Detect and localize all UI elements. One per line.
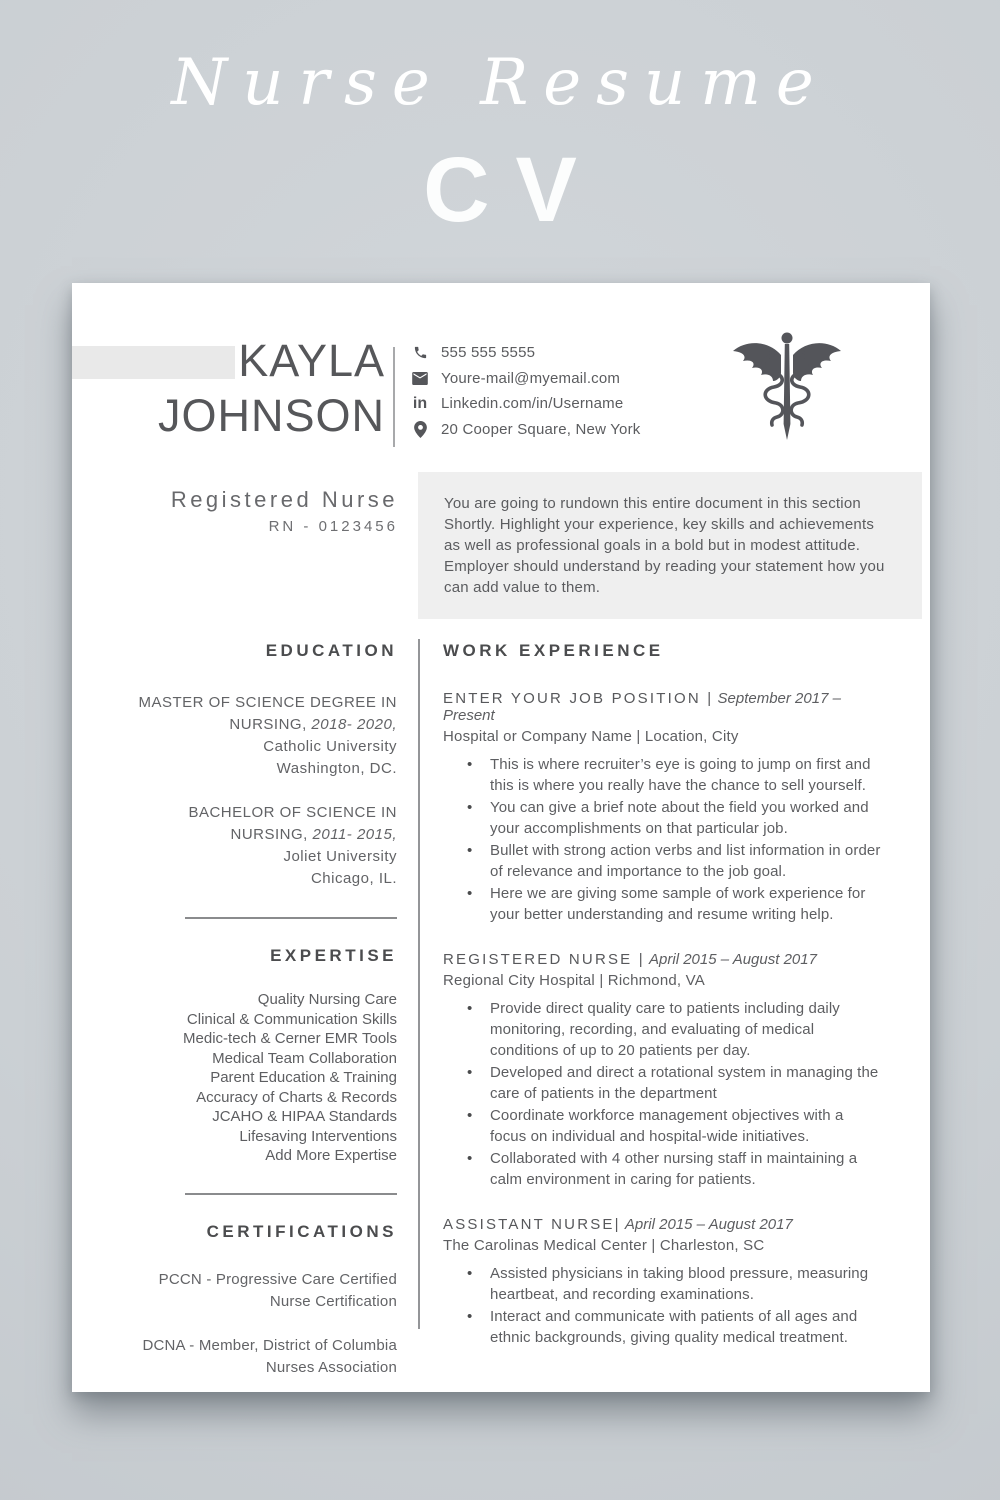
- certification-item: PCCN - Progressive Care Certified Nurse Certification: [158, 1270, 397, 1310]
- resume-columns: [72, 636, 930, 1379]
- section-rule: [185, 917, 397, 919]
- expertise-item: Lifesaving Interventions: [239, 1127, 397, 1145]
- email-icon: [410, 372, 430, 385]
- banner: [0, 0, 1000, 243]
- job-title-line: [443, 951, 884, 968]
- phone-number: 555 555 5555: [441, 344, 536, 362]
- email-address: Youre-mail@myemail.com: [441, 369, 621, 387]
- linkedin-url: Linkedin.com/in/Username: [441, 395, 624, 413]
- section-rule: [185, 1193, 397, 1195]
- right-column: [418, 636, 930, 1379]
- contact-row-linkedin: [410, 391, 710, 417]
- job-bullet: • Here we are giving some sample of work experience for your better understanding and resume writing help.: [443, 883, 884, 925]
- job-bullet: • You can give a brief note about the field you worked and your accomplishments on that particular job.: [443, 797, 884, 839]
- caduceus-icon: [727, 328, 847, 448]
- degree-line: BACHELOR OF SCIENCE IN: [188, 804, 397, 821]
- job-bullet: • This is where recruiter’s eye is going to jump on first and this is where you really have the chance to sell yourself.: [443, 754, 884, 796]
- professional-title-block: [72, 487, 398, 535]
- job-title-line: [443, 690, 884, 724]
- degree-dates-line: NURSING, 2011- 2015,: [230, 826, 397, 843]
- education-entry: [92, 802, 397, 890]
- contact-row-email: [410, 366, 710, 392]
- job-dates: April 2015 – August 2017: [649, 951, 817, 968]
- job-bullet: • Bullet with strong action verbs and list information in order of relevance and importance to the job goal.: [443, 840, 884, 882]
- school-name: Joliet University: [283, 848, 397, 865]
- summary-box: [418, 472, 922, 619]
- work-experience-heading: WORK EXPERIENCE: [443, 641, 664, 660]
- job-bullet-list: [443, 1263, 884, 1348]
- job-bullet: • Provide direct quality care to patients including daily monitoring, recording, and evaluating of medical conditions of up to 20 patients per day.: [443, 998, 884, 1061]
- contact-row-address: [410, 417, 710, 443]
- job-bullet: • Interact and communicate with patients of all ages and ethnic backgrounds, giving quality medical treatment.: [443, 1306, 884, 1348]
- expertise-item: Medic-tech & Cerner EMR Tools: [183, 1030, 397, 1047]
- job-position: ASSISTANT NURSE|: [443, 1216, 621, 1233]
- location-icon: [410, 421, 430, 438]
- job-dates: September 2017 – Present: [443, 690, 841, 724]
- expertise-item: JCAHO & HIPAA Standards: [212, 1108, 397, 1125]
- license-number: RN - 0123456: [268, 518, 398, 535]
- expertise-item: Parent Education & Training: [210, 1069, 397, 1086]
- name-contact-divider: [393, 347, 395, 447]
- last-name: JOHNSON: [157, 390, 385, 441]
- certification-item: DCNA - Member, District of Columbia Nurses Association: [142, 1336, 397, 1376]
- expertise-item: Add More Expertise: [265, 1147, 397, 1164]
- street-address: 20 Cooper Square, New York: [441, 420, 641, 438]
- job-entry: [443, 951, 884, 1190]
- expertise-list: [92, 990, 397, 1166]
- job-position: REGISTERED NURSE |: [443, 951, 645, 968]
- job-company: The Carolinas Medical Center | Charleston, SC: [443, 1237, 765, 1254]
- job-bullet: • Coordinate workforce management objectives with a focus on individual and hospital-wide initiatives.: [443, 1105, 884, 1147]
- education-dates: 2018- 2020,: [311, 716, 397, 733]
- school-name: Catholic University: [263, 738, 397, 755]
- first-name: KAYLA: [238, 335, 385, 386]
- banner-title: Nurse Resume: [171, 46, 829, 120]
- job-company: Hospital or Company Name | Location, City: [443, 728, 739, 745]
- degree-line: MASTER OF SCIENCE DEGREE IN: [138, 694, 397, 711]
- expertise-item: Quality Nursing Care: [257, 991, 397, 1008]
- job-title-line: [443, 1216, 884, 1233]
- education-heading: EDUCATION: [265, 641, 397, 660]
- education-entry: [92, 692, 397, 780]
- expertise-item: Accuracy of Charts & Records: [196, 1088, 397, 1106]
- school-location: Chicago, IL.: [310, 870, 397, 887]
- certifications-heading: CERTIFICATIONS: [206, 1221, 397, 1241]
- expertise-heading: EXPERTISE: [270, 946, 397, 965]
- job-entry: [443, 690, 884, 925]
- resume-page: [72, 283, 930, 1392]
- contact-row-phone: [410, 340, 710, 366]
- phone-icon: [410, 345, 430, 360]
- job-dates: April 2015 – August 2017: [624, 1216, 793, 1233]
- job-bullet: • Assisted physicians in taking blood pressure, measuring heartbeat, and recording examinations.: [443, 1263, 884, 1305]
- linkedin-icon: in: [412, 394, 428, 412]
- name-block: [72, 333, 385, 443]
- expertise-item: Clinical & Communication Skills: [186, 1010, 397, 1028]
- job-position: ENTER YOUR JOB POSITION |: [443, 690, 714, 707]
- expertise-item: Medical Team Collaboration: [212, 1049, 397, 1067]
- job-bullet: • Developed and direct a rotational system in managing the care of patients in the department: [443, 1062, 884, 1104]
- contact-block: [410, 340, 710, 442]
- summary-text: You are going to rundown this entire document in this section Shortly. Highlight your experience, key skills and achievements as well as professional goals in a bold but in modest attitude. Employer should understand by reading your statement how you can add value to them.: [444, 495, 885, 596]
- job-bullet-list: [443, 998, 884, 1190]
- left-column: [72, 636, 418, 1379]
- job-bullet: • Collaborated with 4 other nursing staff in maintaining a calm environment in caring for patients.: [443, 1148, 884, 1190]
- education-dates: 2011- 2015,: [312, 826, 397, 843]
- job-company: Regional City Hospital | Richmond, VA: [443, 972, 705, 989]
- school-location: Washington, DC.: [276, 760, 397, 777]
- professional-title: Registered Nurse: [170, 487, 398, 512]
- banner-subtitle: CV: [423, 139, 603, 241]
- degree-dates-line: NURSING, 2018- 2020,: [229, 716, 397, 733]
- job-bullet-list: [443, 754, 884, 925]
- job-entry: [443, 1216, 884, 1348]
